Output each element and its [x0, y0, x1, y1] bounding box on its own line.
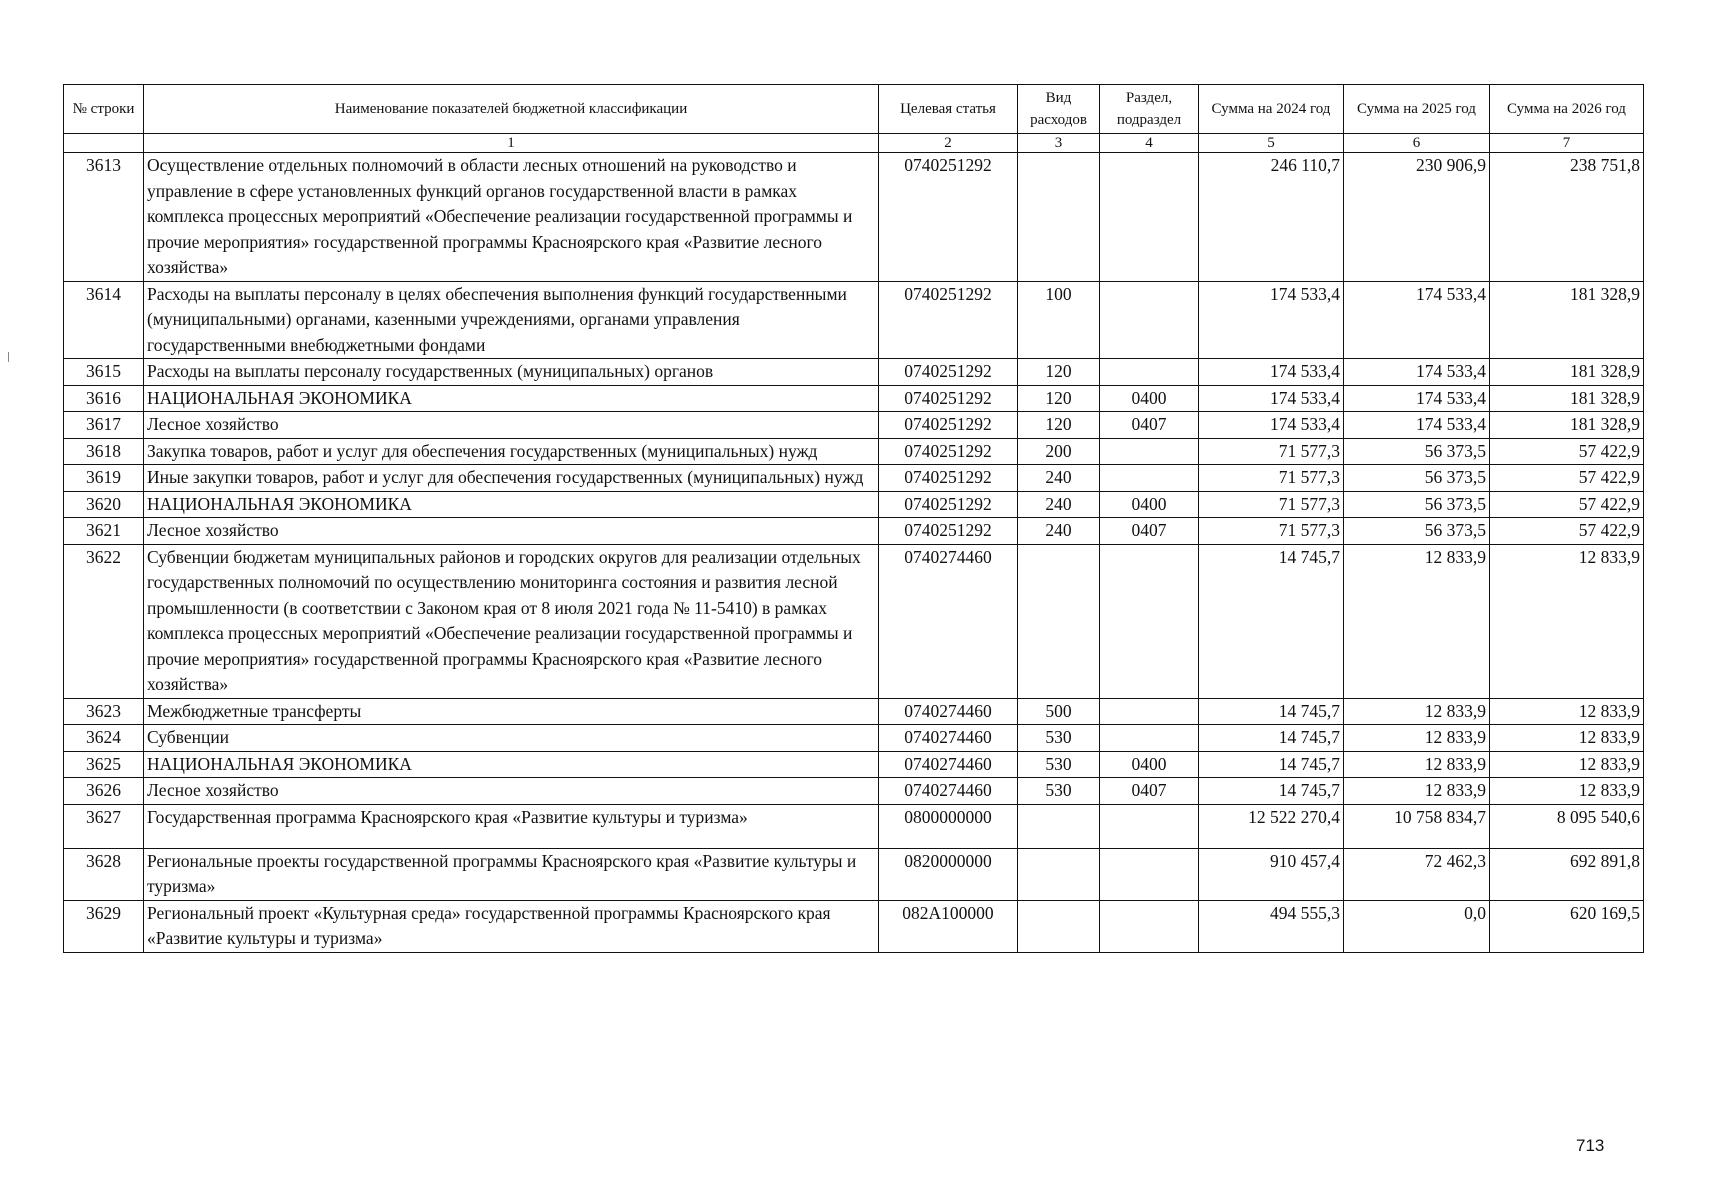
row-target: 0740274460	[879, 698, 1018, 725]
row-number: 3629	[64, 900, 144, 952]
row-name: НАЦИОНАЛЬНАЯ ЭКОНОМИКА	[144, 385, 879, 412]
table-row	[64, 544, 1644, 698]
row-section	[1100, 900, 1199, 952]
row-number: 3626	[64, 778, 144, 805]
row-sum-2025: 12 833,9	[1344, 698, 1490, 725]
row-name: Межбюджетные трансферты	[144, 698, 879, 725]
row-number: 3614	[64, 281, 144, 359]
row-name: Лесное хозяйство	[144, 518, 879, 545]
row-sum-2026: 620 169,5	[1490, 900, 1644, 952]
row-sum-2024: 71 577,3	[1199, 465, 1344, 492]
row-target: 0740251292	[879, 281, 1018, 359]
row-section	[1100, 544, 1199, 698]
row-sum-2025: 174 533,4	[1344, 385, 1490, 412]
row-kind: 240	[1018, 518, 1100, 545]
row-number: 3613	[64, 153, 144, 282]
row-number: 3624	[64, 725, 144, 752]
row-sum-2024: 14 745,7	[1199, 725, 1344, 752]
row-number: 3617	[64, 412, 144, 439]
row-target: 0740274460	[879, 725, 1018, 752]
row-sum-2024: 71 577,3	[1199, 518, 1344, 545]
column-number: 7	[1490, 134, 1644, 153]
row-kind	[1018, 804, 1100, 848]
row-number: 3621	[64, 518, 144, 545]
row-target: 0740251292	[879, 153, 1018, 282]
row-sum-2025: 230 906,9	[1344, 153, 1490, 282]
row-name: Лесное хозяйство	[144, 778, 879, 805]
row-sum-2024: 14 745,7	[1199, 544, 1344, 698]
column-number-row	[64, 134, 1644, 153]
row-kind: 240	[1018, 465, 1100, 492]
row-sum-2025: 12 833,9	[1344, 544, 1490, 698]
row-name: Государственная программа Красноярского края «Развитие культуры и туризма»	[144, 804, 879, 848]
table-row	[64, 359, 1644, 386]
row-sum-2026: 181 328,9	[1490, 385, 1644, 412]
row-kind: 120	[1018, 385, 1100, 412]
row-target: 0740274460	[879, 751, 1018, 778]
row-sum-2024: 174 533,4	[1199, 359, 1344, 386]
row-section	[1100, 698, 1199, 725]
row-number: 3620	[64, 491, 144, 518]
header-section: Раздел, подраздел	[1100, 85, 1199, 134]
row-number: 3618	[64, 438, 144, 465]
row-section	[1100, 359, 1199, 386]
column-number: 1	[144, 134, 879, 153]
row-name: Иные закупки товаров, работ и услуг для обеспечения государственных (муниципальных) нужд	[144, 465, 879, 492]
row-target: 0740251292	[879, 438, 1018, 465]
row-name: Региональные проекты государственной программы Красноярского края «Развитие культуры и туризма»	[144, 848, 879, 900]
row-sum-2024: 14 745,7	[1199, 751, 1344, 778]
row-sum-2024: 246 110,7	[1199, 153, 1344, 282]
table-row	[64, 778, 1644, 805]
row-section	[1100, 153, 1199, 282]
row-sum-2024: 174 533,4	[1199, 385, 1344, 412]
row-sum-2026: 238 751,8	[1490, 153, 1644, 282]
row-sum-2025: 12 833,9	[1344, 725, 1490, 752]
row-sum-2025: 0,0	[1344, 900, 1490, 952]
row-target: 0740251292	[879, 465, 1018, 492]
header-target: Целевая статья	[879, 85, 1018, 134]
row-section: 0407	[1100, 412, 1199, 439]
row-target: 0740251292	[879, 491, 1018, 518]
row-sum-2025: 56 373,5	[1344, 438, 1490, 465]
column-number-blank	[64, 134, 144, 153]
row-target: 0740251292	[879, 412, 1018, 439]
margin-mark	[8, 352, 9, 362]
row-sum-2025: 56 373,5	[1344, 518, 1490, 545]
row-sum-2026: 57 422,9	[1490, 518, 1644, 545]
row-kind: 530	[1018, 751, 1100, 778]
row-sum-2024: 14 745,7	[1199, 698, 1344, 725]
header-row	[64, 85, 1644, 134]
table-row	[64, 465, 1644, 492]
row-section	[1100, 804, 1199, 848]
row-number: 3625	[64, 751, 144, 778]
row-target: 0740251292	[879, 385, 1018, 412]
row-number: 3619	[64, 465, 144, 492]
row-sum-2026: 57 422,9	[1490, 438, 1644, 465]
row-number: 3616	[64, 385, 144, 412]
row-sum-2026: 692 891,8	[1490, 848, 1644, 900]
row-target: 0800000000	[879, 804, 1018, 848]
row-sum-2024: 174 533,4	[1199, 281, 1344, 359]
row-kind: 530	[1018, 778, 1100, 805]
header-sum-2025: Сумма на 2025 год	[1344, 85, 1490, 134]
table-row	[64, 698, 1644, 725]
row-sum-2025: 174 533,4	[1344, 359, 1490, 386]
row-section	[1100, 848, 1199, 900]
row-sum-2024: 494 555,3	[1199, 900, 1344, 952]
row-sum-2024: 14 745,7	[1199, 778, 1344, 805]
row-target: 0820000000	[879, 848, 1018, 900]
table-row	[64, 153, 1644, 282]
row-kind: 240	[1018, 491, 1100, 518]
table-row	[64, 848, 1644, 900]
row-sum-2025: 12 833,9	[1344, 778, 1490, 805]
row-kind: 120	[1018, 359, 1100, 386]
row-sum-2025: 12 833,9	[1344, 751, 1490, 778]
row-name: Региональный проект «Культурная среда» государственной программы Красноярского края «Развитие культуры и туризма»	[144, 900, 879, 952]
row-name: Расходы на выплаты персоналу государственных (муниципальных) органов	[144, 359, 879, 386]
row-sum-2024: 910 457,4	[1199, 848, 1344, 900]
row-name: НАЦИОНАЛЬНАЯ ЭКОНОМИКА	[144, 491, 879, 518]
column-number: 4	[1100, 134, 1199, 153]
table-row	[64, 751, 1644, 778]
table-row	[64, 281, 1644, 359]
row-sum-2026: 181 328,9	[1490, 412, 1644, 439]
row-name: Субвенции	[144, 725, 879, 752]
row-name: НАЦИОНАЛЬНАЯ ЭКОНОМИКА	[144, 751, 879, 778]
table-row	[64, 385, 1644, 412]
table-row	[64, 725, 1644, 752]
row-section: 0400	[1100, 751, 1199, 778]
header-sum-2024: Сумма на 2024 год	[1199, 85, 1344, 134]
row-number: 3623	[64, 698, 144, 725]
header-kind: Вид расходов	[1018, 85, 1100, 134]
row-section	[1100, 725, 1199, 752]
row-number: 3622	[64, 544, 144, 698]
row-sum-2025: 10 758 834,7	[1344, 804, 1490, 848]
column-number: 2	[879, 134, 1018, 153]
row-section: 0407	[1100, 778, 1199, 805]
row-section: 0400	[1100, 385, 1199, 412]
row-section: 0400	[1100, 491, 1199, 518]
row-sum-2024: 12 522 270,4	[1199, 804, 1344, 848]
row-name: Осуществление отдельных полномочий в области лесных отношений на руководство и управление в сфере установленных функций органов государственной власти в рамках комплекса процессных мероприятий «Обеспечение реализации государственной программы и прочие мероприятия» государственной программы Красноярского края «Развитие лесного хозяйства»	[144, 153, 879, 282]
row-kind: 530	[1018, 725, 1100, 752]
row-sum-2026: 12 833,9	[1490, 698, 1644, 725]
table-row	[64, 804, 1644, 848]
row-kind	[1018, 900, 1100, 952]
row-kind	[1018, 153, 1100, 282]
row-target: 0740251292	[879, 518, 1018, 545]
row-sum-2024: 71 577,3	[1199, 438, 1344, 465]
row-sum-2026: 57 422,9	[1490, 491, 1644, 518]
row-target: 082A100000	[879, 900, 1018, 952]
row-number: 3628	[64, 848, 144, 900]
row-kind: 500	[1018, 698, 1100, 725]
row-name: Закупка товаров, работ и услуг для обеспечения государственных (муниципальных) нужд	[144, 438, 879, 465]
row-target: 0740251292	[879, 359, 1018, 386]
row-kind: 100	[1018, 281, 1100, 359]
row-sum-2026: 181 328,9	[1490, 281, 1644, 359]
column-number: 6	[1344, 134, 1490, 153]
table-row	[64, 412, 1644, 439]
row-sum-2026: 12 833,9	[1490, 751, 1644, 778]
row-sum-2026: 12 833,9	[1490, 544, 1644, 698]
table-row	[64, 900, 1644, 952]
row-sum-2024: 71 577,3	[1199, 491, 1344, 518]
row-number: 3615	[64, 359, 144, 386]
page-number: 713	[1576, 1136, 1605, 1155]
row-section	[1100, 465, 1199, 492]
budget-table	[63, 84, 1644, 953]
row-sum-2026: 181 328,9	[1490, 359, 1644, 386]
row-sum-2025: 56 373,5	[1344, 465, 1490, 492]
row-target: 0740274460	[879, 544, 1018, 698]
row-kind: 200	[1018, 438, 1100, 465]
row-section	[1100, 281, 1199, 359]
column-number: 3	[1018, 134, 1100, 153]
row-sum-2024: 174 533,4	[1199, 412, 1344, 439]
header-sum-2026: Сумма на 2026 год	[1490, 85, 1644, 134]
row-sum-2025: 174 533,4	[1344, 412, 1490, 439]
row-name: Лесное хозяйство	[144, 412, 879, 439]
row-section	[1100, 438, 1199, 465]
row-kind	[1018, 544, 1100, 698]
table-row	[64, 491, 1644, 518]
row-target: 0740274460	[879, 778, 1018, 805]
header-row-no: № строки	[64, 85, 144, 134]
row-kind	[1018, 848, 1100, 900]
row-number: 3627	[64, 804, 144, 848]
header-name: Наименование показателей бюджетной классификации	[144, 85, 879, 134]
column-number: 5	[1199, 134, 1344, 153]
row-sum-2026: 8 095 540,6	[1490, 804, 1644, 848]
row-section: 0407	[1100, 518, 1199, 545]
row-sum-2026: 12 833,9	[1490, 778, 1644, 805]
row-kind: 120	[1018, 412, 1100, 439]
row-name: Субвенции бюджетам муниципальных районов и городских округов для реализации отдельных государственных полномочий по осуществлению мониторинга состояния и развития лесной промышленности (в соответствии с Законом края от 8 июля 2021 года № 11-5410) в рамках комплекса процессных мероприятий «Обеспечение реализации государственной программы и прочие мероприятия» государственной программы Красноярского края «Развитие лесного хозяйства»	[144, 544, 879, 698]
table-row	[64, 518, 1644, 545]
row-sum-2026: 12 833,9	[1490, 725, 1644, 752]
table-row	[64, 438, 1644, 465]
row-sum-2025: 72 462,3	[1344, 848, 1490, 900]
row-sum-2026: 57 422,9	[1490, 465, 1644, 492]
row-sum-2025: 56 373,5	[1344, 491, 1490, 518]
row-name: Расходы на выплаты персоналу в целях обеспечения выполнения функций государственными (муниципальными) органами, казенными учреждениями, органами управления государственными внебюджетными фондами	[144, 281, 879, 359]
row-sum-2025: 174 533,4	[1344, 281, 1490, 359]
